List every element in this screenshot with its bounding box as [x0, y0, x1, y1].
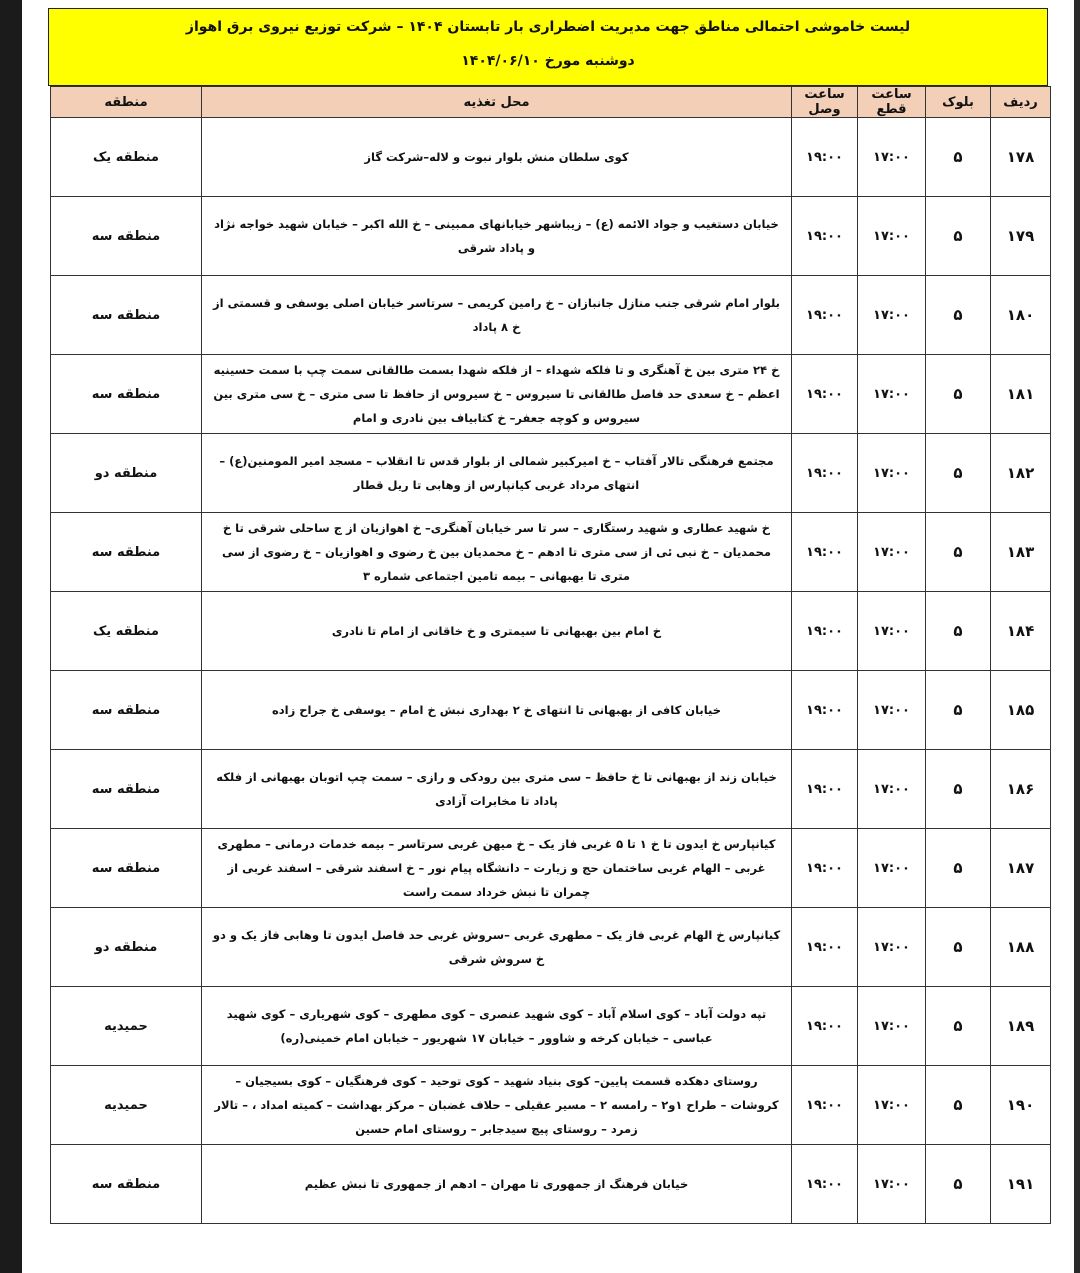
table-row	[51, 592, 1051, 671]
row-number: ۱۷۹	[991, 197, 1051, 276]
connect-time: ۱۹:۰۰	[792, 1066, 858, 1145]
connect-time: ۱۹:۰۰	[792, 513, 858, 592]
col-row-header: ردیف	[991, 87, 1051, 118]
cut-time: ۱۷:۰۰	[858, 750, 926, 829]
table-row	[51, 355, 1051, 434]
region-name: منطقه سه	[51, 750, 202, 829]
table-header-row	[51, 87, 1051, 118]
cut-time: ۱۷:۰۰	[858, 355, 926, 434]
region-name: منطقه سه	[51, 197, 202, 276]
connect-time: ۱۹:۰۰	[792, 671, 858, 750]
location-text: خیابان زند از بهبهانی تا خ حافظ – سی متری بین رودکی و رازی – سمت چپ اتوبان بهبهانی از فلکه پاداد تا مخابرات آزادی	[202, 750, 792, 829]
table-row	[51, 1145, 1051, 1224]
connect-time: ۱۹:۰۰	[792, 197, 858, 276]
location-text: خ ۲۴ متری بین خ آهنگری و تا فلکه شهداء – از فلکه شهدا بسمت طالقانی سمت چپ با سمت حسینیه اعظم – خ سعدی حد فاصل طالقانی تا سیروس – خ سیروس از حافظ تا سی متری – خ سی متری بین سیروس و کوچه جعفر– خ کتابیاف بین نادری و امام	[202, 355, 792, 434]
document-title: لیست خاموشی احتمالی مناطق جهت مدیریت اضطراری بار تابستان ۱۴۰۴ – شرکت توزیع نیروی برق اهواز	[185, 19, 911, 35]
block-number: ۵	[926, 118, 991, 197]
connect-time: ۱۹:۰۰	[792, 908, 858, 987]
location-text: کیانپارس خ الهام غربی فاز یک – مطهری غربی –سروش غربی حد فاصل ایدون تا وهابی فاز یک و دو خ سروش شرقی	[202, 908, 792, 987]
location-text: خ شهید عطاری و شهید رستگاری – سر تا سر خیابان آهنگری– خ اهوازیان از ج ساحلی شرقی تا خ محمدیان – خ نبی ئی از سی متری تا ادهم – خ محمدیان بین خ رضوی و اهوازیان – خ رضوی از سی متری تا بهبهانی – بیمه تامین اجتماعی شماره ۳	[202, 513, 792, 592]
table-row	[51, 1066, 1051, 1145]
row-number: ۱۸۴	[991, 592, 1051, 671]
connect-time: ۱۹:۰۰	[792, 987, 858, 1066]
cut-time: ۱۷:۰۰	[858, 513, 926, 592]
block-number: ۵	[926, 671, 991, 750]
table-row	[51, 750, 1051, 829]
col-region-header: منطقه	[51, 87, 202, 118]
region-name: منطقه سه	[51, 513, 202, 592]
connect-time: ۱۹:۰۰	[792, 276, 858, 355]
table-row	[51, 987, 1051, 1066]
col-connect-header: ساعت وصل	[792, 87, 858, 118]
table-row	[51, 671, 1051, 750]
location-text: کوی سلطان منش بلوار نبوت و لاله–شرکت گاز	[202, 118, 792, 197]
outage-table	[50, 86, 1051, 1224]
table-row	[51, 276, 1051, 355]
location-text: خ امام بین بهبهانی تا سیمتری و خ خاقانی از امام تا نادری	[202, 592, 792, 671]
connect-time: ۱۹:۰۰	[792, 118, 858, 197]
row-number: ۱۷۸	[991, 118, 1051, 197]
block-number: ۵	[926, 750, 991, 829]
region-name: منطقه یک	[51, 118, 202, 197]
region-name: منطقه سه	[51, 276, 202, 355]
cut-time: ۱۷:۰۰	[858, 592, 926, 671]
table-row	[51, 197, 1051, 276]
cut-time: ۱۷:۰۰	[858, 671, 926, 750]
row-number: ۱۸۰	[991, 276, 1051, 355]
region-name: منطقه سه	[51, 1145, 202, 1224]
connect-time: ۱۹:۰۰	[792, 434, 858, 513]
document-header	[48, 8, 1048, 86]
connect-time: ۱۹:۰۰	[792, 750, 858, 829]
row-number: ۱۸۱	[991, 355, 1051, 434]
row-number: ۱۹۱	[991, 1145, 1051, 1224]
block-number: ۵	[926, 592, 991, 671]
region-name: منطقه سه	[51, 829, 202, 908]
location-text: مجتمع فرهنگی تالار آفتاب – خ امیرکبیر شمالی از بلوار قدس تا انقلاب – مسجد امیر المومنین(ع) – انتهای مرداد غربی کیانپارس از وهابی تا ریل قطار	[202, 434, 792, 513]
region-name: منطقه دو	[51, 908, 202, 987]
row-number: ۱۸۹	[991, 987, 1051, 1066]
table-row	[51, 908, 1051, 987]
block-number: ۵	[926, 908, 991, 987]
cut-time: ۱۷:۰۰	[858, 1066, 926, 1145]
block-number: ۵	[926, 987, 991, 1066]
block-number: ۵	[926, 829, 991, 908]
row-number: ۱۸۳	[991, 513, 1051, 592]
location-text: روستای دهکده قسمت پایین– کوی بنیاد شهید – کوی توحید – کوی فرهنگیان – کوی بسیجیان – کروشات – طراح ۱و۲ – رامسه ۲ – مسیر عقیلی – حلاف غضبان – مرکز بهداشت – کمیته امداد ، – تالار زمرد – روستای پیچ سیدجابر – روستای امام حسین	[202, 1066, 792, 1145]
region-name: منطقه سه	[51, 671, 202, 750]
block-number: ۵	[926, 1066, 991, 1145]
col-cut-header: ساعت قطع	[858, 87, 926, 118]
table-row	[51, 118, 1051, 197]
connect-time: ۱۹:۰۰	[792, 829, 858, 908]
region-name: منطقه سه	[51, 355, 202, 434]
cut-time: ۱۷:۰۰	[858, 908, 926, 987]
connect-time: ۱۹:۰۰	[792, 592, 858, 671]
row-number: ۱۸۷	[991, 829, 1051, 908]
cut-time: ۱۷:۰۰	[858, 118, 926, 197]
region-name: حمیدیه	[51, 1066, 202, 1145]
table-row	[51, 513, 1051, 592]
col-block-header: بلوک	[926, 87, 991, 118]
location-text: تپه دولت آباد – کوی اسلام آباد – کوی شهید عنصری – کوی مطهری – کوی شهریاری – کوی شهید عباسی – خیابان کرخه و شاوور – خیابان ۱۷ شهریور – خیابان امام خمینی(ره)	[202, 987, 792, 1066]
row-number: ۱۸۵	[991, 671, 1051, 750]
row-number: ۱۸۸	[991, 908, 1051, 987]
location-text: بلوار امام شرقی جنب منازل جانبازان – خ رامین کریمی – سرتاسر خیابان اصلی یوسفی و قسمتی از خ ۸ پاداد	[202, 276, 792, 355]
block-number: ۵	[926, 1145, 991, 1224]
cut-time: ۱۷:۰۰	[858, 434, 926, 513]
row-number: ۱۹۰	[991, 1066, 1051, 1145]
table-row	[51, 434, 1051, 513]
block-number: ۵	[926, 197, 991, 276]
cut-time: ۱۷:۰۰	[858, 1145, 926, 1224]
dark-left-edge	[0, 0, 22, 1273]
connect-time: ۱۹:۰۰	[792, 1145, 858, 1224]
region-name: منطقه یک	[51, 592, 202, 671]
block-number: ۵	[926, 434, 991, 513]
location-text: کیانپارس خ ایدون تا خ ۱ تا ۵ غربی فاز یک – خ میهن غربی سرتاسر – بیمه خدمات درمانی – مطهری غربی – الهام غربی ساختمان حج و زیارت – دانشگاه پیام نور – خ اسفند شرقی – اسفند غربی از چمران تا نبش خرداد سمت راست	[202, 829, 792, 908]
region-name: منطقه دو	[51, 434, 202, 513]
cut-time: ۱۷:۰۰	[858, 829, 926, 908]
dark-right-edge	[1074, 0, 1080, 1273]
block-number: ۵	[926, 513, 991, 592]
block-number: ۵	[926, 355, 991, 434]
row-number: ۱۸۲	[991, 434, 1051, 513]
location-text: خیابان کافی از بهبهانی تا انتهای خ ۲ بهداری نبش خ امام – یوسفی خ جراح زاده	[202, 671, 792, 750]
table-row	[51, 829, 1051, 908]
cut-time: ۱۷:۰۰	[858, 197, 926, 276]
block-number: ۵	[926, 276, 991, 355]
cut-time: ۱۷:۰۰	[858, 276, 926, 355]
connect-time: ۱۹:۰۰	[792, 355, 858, 434]
location-text: خیابان فرهنگ از جمهوری تا مهران – ادهم از جمهوری تا نبش عظیم	[202, 1145, 792, 1224]
row-number: ۱۸۶	[991, 750, 1051, 829]
location-text: خیابان دستغیب و جواد الائمه (ع) – زیباشهر خیابانهای ممبینی – خ الله اکبر – خیابان شهید خواجه نژاد و پاداد شرقی	[202, 197, 792, 276]
document-date: دوشنبه مورخ ۱۴۰۴/۰۶/۱۰	[461, 53, 635, 69]
region-name: حمیدیه	[51, 987, 202, 1066]
cut-time: ۱۷:۰۰	[858, 987, 926, 1066]
col-location-header: محل تغذیه	[202, 87, 792, 118]
